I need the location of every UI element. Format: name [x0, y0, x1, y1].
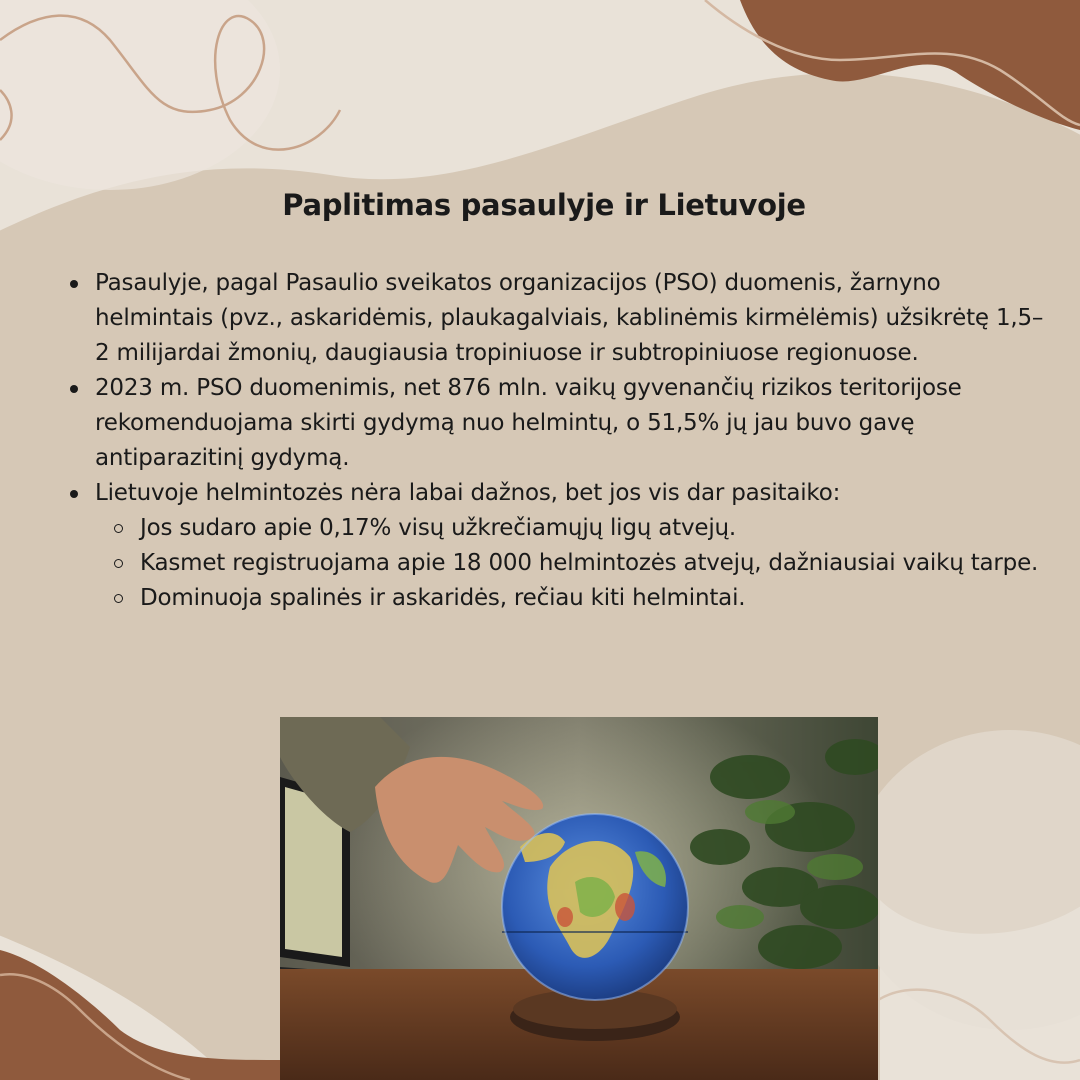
globe-photo [280, 717, 878, 1080]
bullet-item: 2023 m. PSO duomenimis, net 876 mln. vaikų gyvenančių rizikos teritorijose rekomenduojama skirti gydymą nuo helmintų, o 51,5% jų jau buvo gavę antiparazitinį gydymą. [66, 371, 1046, 476]
sub-bullet-list [95, 511, 1046, 616]
bullet-item [66, 476, 1046, 616]
sub-bullet-item: Dominuoja spalinės ir askaridės, rečiau kiti helmintai. [95, 581, 1046, 616]
bullet-text: Lietuvoje helmintozės nėra labai dažnos, bet jos vis dar pasitaiko: [95, 480, 841, 506]
sub-bullet-item: Kasmet registruojama apie 18 000 helmintozės atvejų, dažniausiai vaikų tarpe. [95, 546, 1046, 581]
bullet-item: Pasaulyje, pagal Pasaulio sveikatos organizacijos (PSO) duomenis, žarnyno helmintais (pvz., askaridėmis, plaukagalviais, kablinėmis kirmėlėmis) užsikrėtę 1,5–2 milijardai žmonių, daugiausia tropiniuose ir subtropiniuose regionuose. [66, 266, 1046, 371]
page-title: Paplitimas pasaulyje ir Lietuvoje [282, 188, 806, 222]
bullet-list [66, 266, 1046, 616]
sub-bullet-item: Jos sudaro apie 0,17% visų užkrečiamųjų ligų atvejų. [95, 511, 1046, 546]
